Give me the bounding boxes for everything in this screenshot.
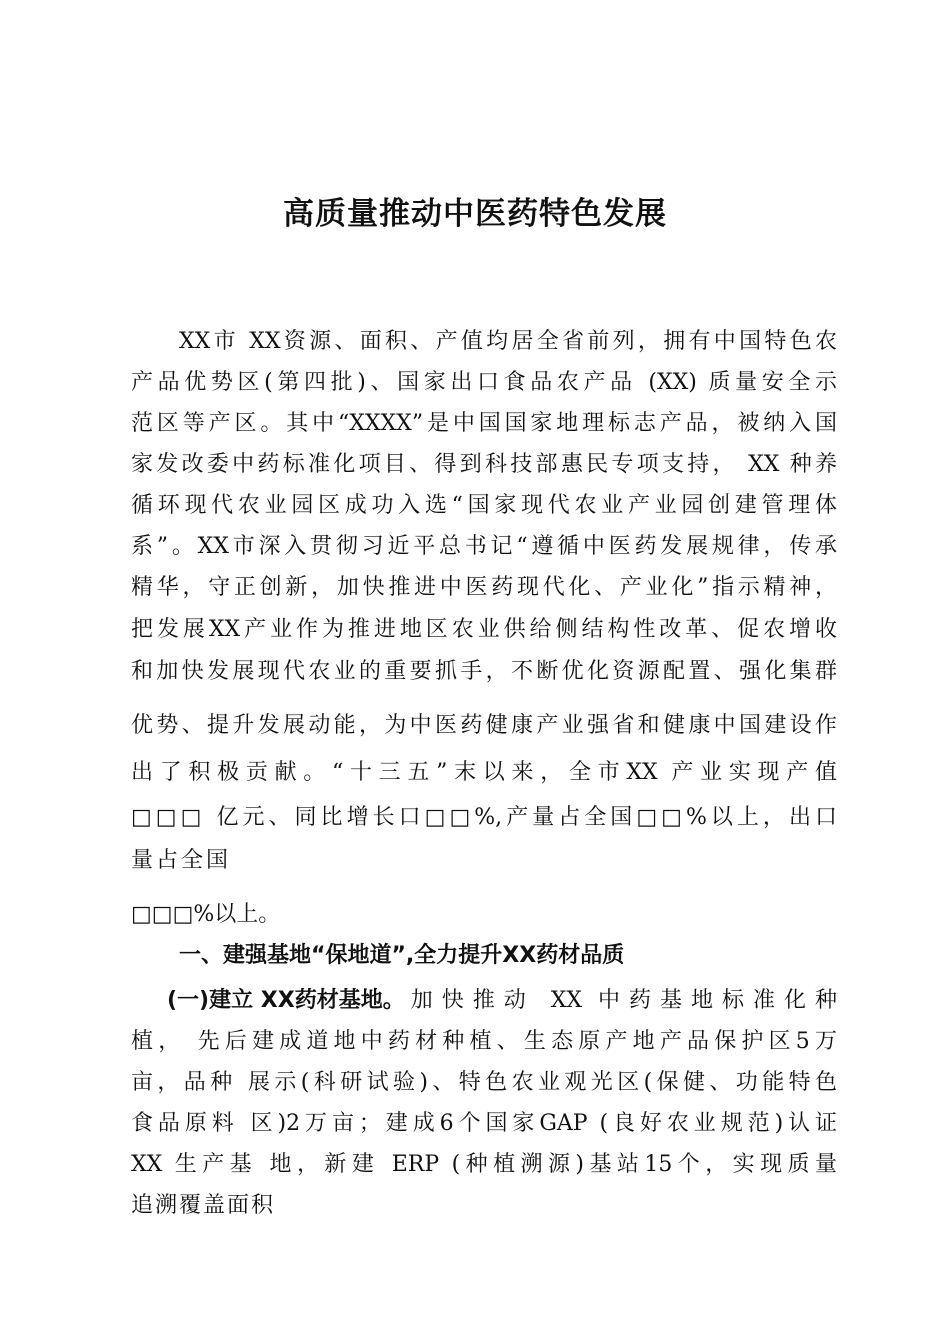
- paragraph-line: 把发展XX产业作为推进地区农业供给侧结构性改革、促农增收: [131, 617, 837, 642]
- paragraph-line: 食品原料 区)2万亩；建成6个国家GAP (良好农业规范)认证: [131, 1111, 837, 1136]
- paragraph-line: 循环现代农业园区成功入选“国家现代农业产业园创建管理体: [131, 493, 837, 518]
- paragraph-line: 量占全国: [131, 848, 232, 873]
- paragraph-line: 优势、提升发展动能，为中医药健康产业强省和健康中国建设作: [131, 713, 837, 738]
- paragraph-line: [167, 986, 837, 1016]
- paragraph-line: 植， 先后建成道地中药材种植、生态原产地产品保护区5万: [131, 1029, 837, 1054]
- paragraph-line: □□□ 亿元、同比增长口□□%,产量占全国□□%以上，出口: [131, 805, 837, 830]
- subsection-lead: (一)建立 XX药材基地。: [167, 988, 405, 1013]
- paragraph-line: 亩，品种 展示(科研试验)、特色农业观光区(保健、功能特色: [131, 1070, 837, 1095]
- paragraph-line: 范区等产区。其中“XXXX”是中国国家地理标志产品，被纳入国: [131, 411, 837, 436]
- paragraph-text: 加快推动 XX 中药基地标准化种: [410, 988, 837, 1013]
- paragraph-line: 系”。XX市深入贯彻习近平总书记“遵循中医药发展规律，传承: [131, 534, 837, 559]
- paragraph-line: 精华，守正创新，加快推进中医药现代化、产业化”指示精神，: [131, 575, 837, 600]
- paragraph-line: 家发改委中药标准化项目、得到科技部惠民专项支持， XX 种养: [131, 452, 838, 477]
- paragraph-line: 追溯覆盖面积: [131, 1193, 276, 1218]
- paragraph-line: XX 生产基 地，新建 ERP (种植溯源)基站15个，实现质量: [131, 1152, 837, 1177]
- document-title: 高质量推动中医药特色发展: [283, 196, 667, 232]
- paragraph-line: XX市 XX资源、面积、产值均居全省前列，拥有中国特色农: [179, 329, 837, 354]
- paragraph-line: □□□%以上。: [131, 902, 281, 927]
- section-heading: 一、建强基地“保地道”,全力提升XX药材品质: [179, 943, 625, 968]
- paragraph-line: 产品优势区(第四批)、国家出口食品农产品 (XX) 质量安全示: [131, 370, 837, 395]
- paragraph-line: 和加快发展现代农业的重要抓手，不断优化资源配置、强化集群: [131, 659, 837, 684]
- paragraph-line: 出了积极贡献。“十三五”末以来，全市XX 产业实现产值: [131, 760, 837, 785]
